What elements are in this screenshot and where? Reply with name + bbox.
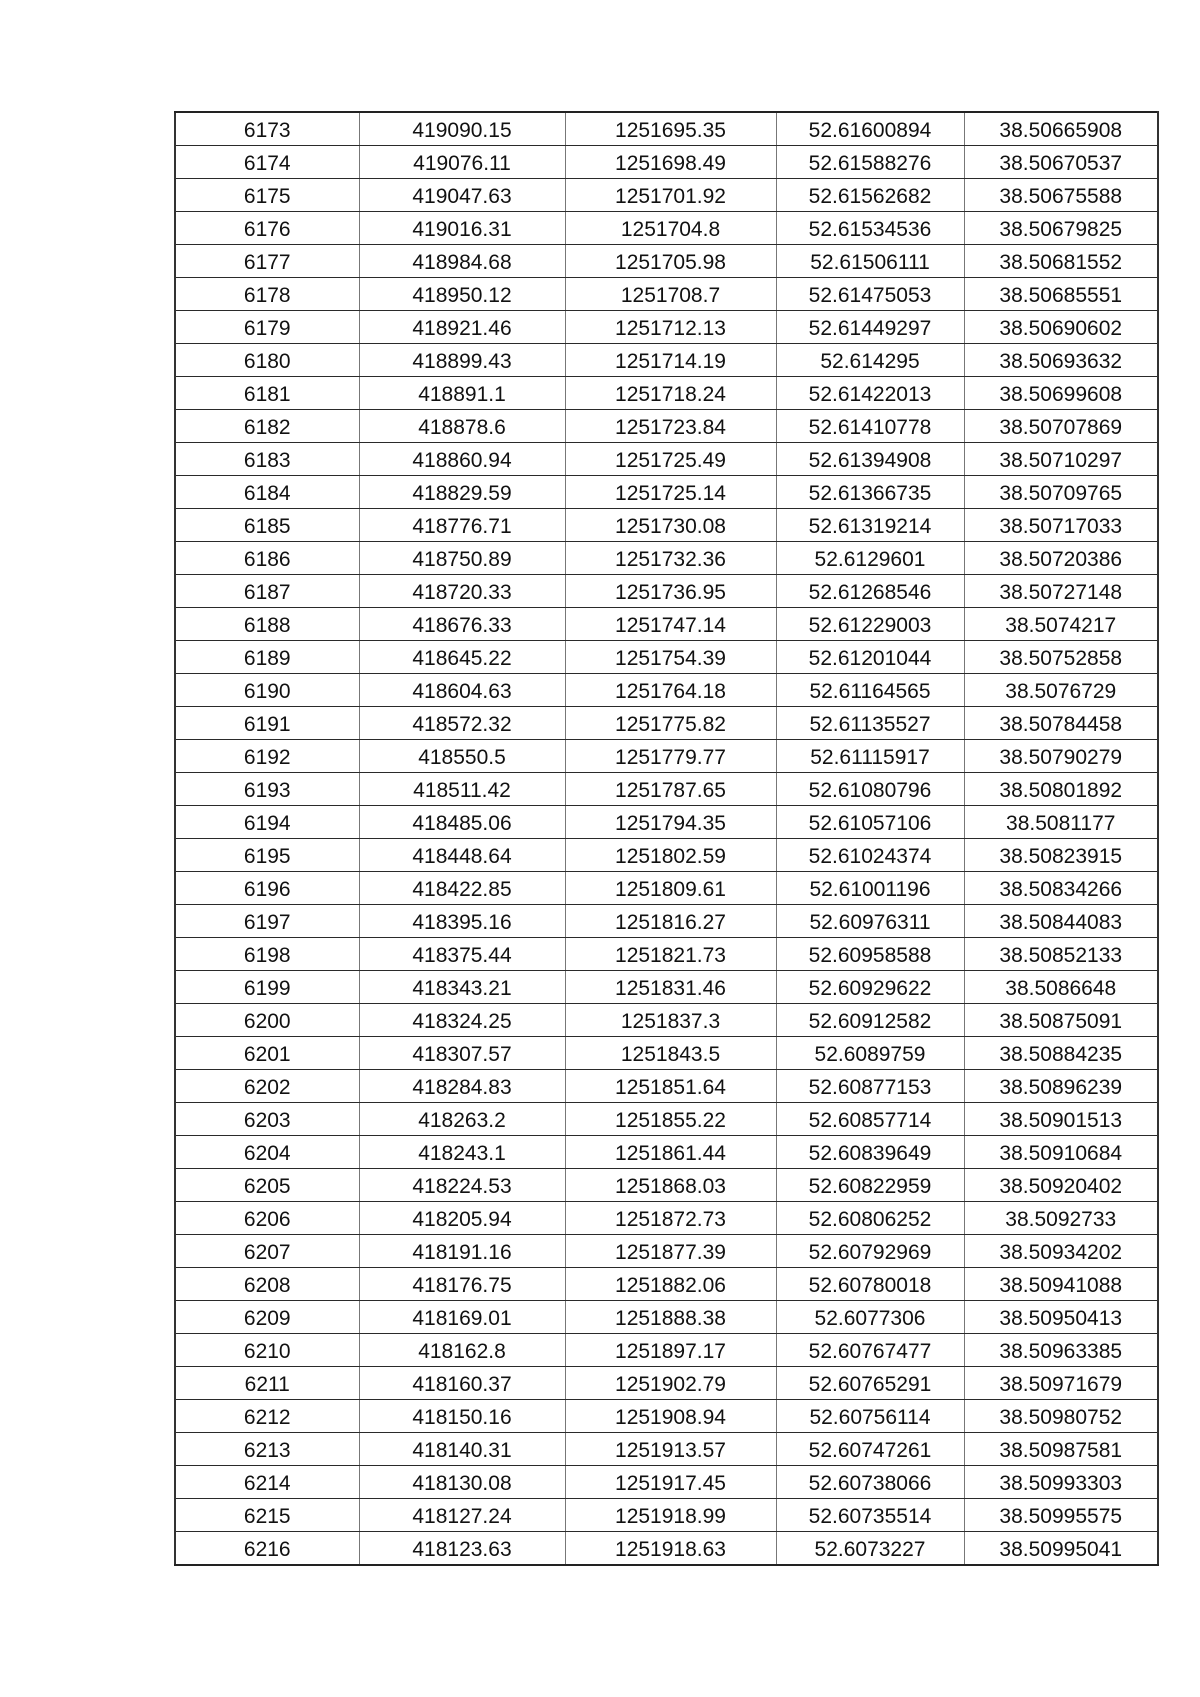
point-number-cell: 6215 (175, 1499, 359, 1532)
y-coordinate-cell: 1251695.35 (565, 112, 776, 146)
y-coordinate-cell: 1251725.49 (565, 443, 776, 476)
x-coordinate-cell: 418307.57 (359, 1037, 565, 1070)
latitude-cell: 38.50971679 (964, 1367, 1158, 1400)
longitude-cell: 52.60929622 (776, 971, 964, 1004)
y-coordinate-cell: 1251837.3 (565, 1004, 776, 1037)
y-coordinate-cell: 1251897.17 (565, 1334, 776, 1367)
longitude-cell: 52.60767477 (776, 1334, 964, 1367)
x-coordinate-cell: 418205.94 (359, 1202, 565, 1235)
point-number-cell: 6207 (175, 1235, 359, 1268)
y-coordinate-cell: 1251754.39 (565, 641, 776, 674)
point-number-cell: 6211 (175, 1367, 359, 1400)
latitude-cell: 38.50710297 (964, 443, 1158, 476)
x-coordinate-cell: 418243.1 (359, 1136, 565, 1169)
latitude-cell: 38.50681552 (964, 245, 1158, 278)
y-coordinate-cell: 1251855.22 (565, 1103, 776, 1136)
longitude-cell: 52.60756114 (776, 1400, 964, 1433)
point-number-cell: 6174 (175, 146, 359, 179)
y-coordinate-cell: 1251851.64 (565, 1070, 776, 1103)
x-coordinate-cell: 418284.83 (359, 1070, 565, 1103)
point-number-cell: 6175 (175, 179, 359, 212)
point-number-cell: 6199 (175, 971, 359, 1004)
table-row (175, 806, 1158, 839)
y-coordinate-cell: 1251882.06 (565, 1268, 776, 1301)
longitude-cell: 52.6073227 (776, 1532, 964, 1566)
point-number-cell: 6196 (175, 872, 359, 905)
longitude-cell: 52.60806252 (776, 1202, 964, 1235)
x-coordinate-cell: 418984.68 (359, 245, 565, 278)
table-row (175, 1169, 1158, 1202)
longitude-cell: 52.60765291 (776, 1367, 964, 1400)
latitude-cell: 38.50790279 (964, 740, 1158, 773)
latitude-cell: 38.50875091 (964, 1004, 1158, 1037)
point-number-cell: 6201 (175, 1037, 359, 1070)
table-row (175, 179, 1158, 212)
longitude-cell: 52.61422013 (776, 377, 964, 410)
y-coordinate-cell: 1251705.98 (565, 245, 776, 278)
y-coordinate-cell: 1251913.57 (565, 1433, 776, 1466)
x-coordinate-cell: 419047.63 (359, 179, 565, 212)
longitude-cell: 52.60958588 (776, 938, 964, 971)
y-coordinate-cell: 1251736.95 (565, 575, 776, 608)
x-coordinate-cell: 418572.32 (359, 707, 565, 740)
longitude-cell: 52.61001196 (776, 872, 964, 905)
y-coordinate-cell: 1251802.59 (565, 839, 776, 872)
x-coordinate-cell: 418860.94 (359, 443, 565, 476)
latitude-cell: 38.50823915 (964, 839, 1158, 872)
point-number-cell: 6185 (175, 509, 359, 542)
latitude-cell: 38.50901513 (964, 1103, 1158, 1136)
y-coordinate-cell: 1251714.19 (565, 344, 776, 377)
longitude-cell: 52.61562682 (776, 179, 964, 212)
point-number-cell: 6206 (175, 1202, 359, 1235)
y-coordinate-cell: 1251730.08 (565, 509, 776, 542)
latitude-cell: 38.50784458 (964, 707, 1158, 740)
latitude-cell: 38.50717033 (964, 509, 1158, 542)
longitude-cell: 52.60780018 (776, 1268, 964, 1301)
y-coordinate-cell: 1251764.18 (565, 674, 776, 707)
y-coordinate-cell: 1251712.13 (565, 311, 776, 344)
y-coordinate-cell: 1251917.45 (565, 1466, 776, 1499)
y-coordinate-cell: 1251708.7 (565, 278, 776, 311)
y-coordinate-cell: 1251732.36 (565, 542, 776, 575)
point-number-cell: 6184 (175, 476, 359, 509)
latitude-cell: 38.50665908 (964, 112, 1158, 146)
longitude-cell: 52.60792969 (776, 1235, 964, 1268)
table-row (175, 443, 1158, 476)
y-coordinate-cell: 1251902.79 (565, 1367, 776, 1400)
coordinate-table-body (175, 112, 1158, 1565)
y-coordinate-cell: 1251701.92 (565, 179, 776, 212)
longitude-cell: 52.60857714 (776, 1103, 964, 1136)
y-coordinate-cell: 1251698.49 (565, 146, 776, 179)
point-number-cell: 6190 (175, 674, 359, 707)
point-number-cell: 6200 (175, 1004, 359, 1037)
table-row (175, 1433, 1158, 1466)
y-coordinate-cell: 1251831.46 (565, 971, 776, 1004)
longitude-cell: 52.61600894 (776, 112, 964, 146)
point-number-cell: 6178 (175, 278, 359, 311)
table-row (175, 1334, 1158, 1367)
table-row (175, 938, 1158, 971)
x-coordinate-cell: 418878.6 (359, 410, 565, 443)
latitude-cell: 38.50709765 (964, 476, 1158, 509)
longitude-cell: 52.61164565 (776, 674, 964, 707)
point-number-cell: 6191 (175, 707, 359, 740)
point-number-cell: 6198 (175, 938, 359, 971)
longitude-cell: 52.60839649 (776, 1136, 964, 1169)
point-number-cell: 6208 (175, 1268, 359, 1301)
coordinate-table (174, 111, 1159, 1566)
latitude-cell: 38.50670537 (964, 146, 1158, 179)
latitude-cell: 38.5086648 (964, 971, 1158, 1004)
point-number-cell: 6210 (175, 1334, 359, 1367)
x-coordinate-cell: 418160.37 (359, 1367, 565, 1400)
longitude-cell: 52.61229003 (776, 608, 964, 641)
latitude-cell: 38.50720386 (964, 542, 1158, 575)
latitude-cell: 38.50844083 (964, 905, 1158, 938)
x-coordinate-cell: 418343.21 (359, 971, 565, 1004)
x-coordinate-cell: 418375.44 (359, 938, 565, 971)
x-coordinate-cell: 418511.42 (359, 773, 565, 806)
y-coordinate-cell: 1251868.03 (565, 1169, 776, 1202)
latitude-cell: 38.50690602 (964, 311, 1158, 344)
y-coordinate-cell: 1251704.8 (565, 212, 776, 245)
table-row (175, 1103, 1158, 1136)
point-number-cell: 6213 (175, 1433, 359, 1466)
y-coordinate-cell: 1251723.84 (565, 410, 776, 443)
point-number-cell: 6182 (175, 410, 359, 443)
x-coordinate-cell: 418720.33 (359, 575, 565, 608)
point-number-cell: 6194 (175, 806, 359, 839)
x-coordinate-cell: 418395.16 (359, 905, 565, 938)
point-number-cell: 6204 (175, 1136, 359, 1169)
table-row (175, 641, 1158, 674)
point-number-cell: 6180 (175, 344, 359, 377)
table-row (175, 839, 1158, 872)
y-coordinate-cell: 1251775.82 (565, 707, 776, 740)
longitude-cell: 52.61449297 (776, 311, 964, 344)
y-coordinate-cell: 1251787.65 (565, 773, 776, 806)
table-row (175, 575, 1158, 608)
longitude-cell: 52.61534536 (776, 212, 964, 245)
point-number-cell: 6188 (175, 608, 359, 641)
longitude-cell: 52.61506111 (776, 245, 964, 278)
x-coordinate-cell: 418899.43 (359, 344, 565, 377)
latitude-cell: 38.5092733 (964, 1202, 1158, 1235)
point-number-cell: 6176 (175, 212, 359, 245)
table-row (175, 608, 1158, 641)
x-coordinate-cell: 418150.16 (359, 1400, 565, 1433)
table-row (175, 1070, 1158, 1103)
latitude-cell: 38.5081177 (964, 806, 1158, 839)
x-coordinate-cell: 418921.46 (359, 311, 565, 344)
y-coordinate-cell: 1251747.14 (565, 608, 776, 641)
x-coordinate-cell: 418130.08 (359, 1466, 565, 1499)
table-row (175, 278, 1158, 311)
point-number-cell: 6212 (175, 1400, 359, 1433)
point-number-cell: 6177 (175, 245, 359, 278)
longitude-cell: 52.60877153 (776, 1070, 964, 1103)
point-number-cell: 6173 (175, 112, 359, 146)
x-coordinate-cell: 419016.31 (359, 212, 565, 245)
longitude-cell: 52.61394908 (776, 443, 964, 476)
longitude-cell: 52.6129601 (776, 542, 964, 575)
table-row (175, 146, 1158, 179)
table-row (175, 707, 1158, 740)
x-coordinate-cell: 418224.53 (359, 1169, 565, 1202)
longitude-cell: 52.61588276 (776, 146, 964, 179)
y-coordinate-cell: 1251809.61 (565, 872, 776, 905)
latitude-cell: 38.50987581 (964, 1433, 1158, 1466)
longitude-cell: 52.60822959 (776, 1169, 964, 1202)
y-coordinate-cell: 1251779.77 (565, 740, 776, 773)
point-number-cell: 6192 (175, 740, 359, 773)
table-row (175, 476, 1158, 509)
y-coordinate-cell: 1251877.39 (565, 1235, 776, 1268)
table-row (175, 112, 1158, 146)
table-row (175, 674, 1158, 707)
table-row (175, 1367, 1158, 1400)
point-number-cell: 6179 (175, 311, 359, 344)
table-row (175, 245, 1158, 278)
y-coordinate-cell: 1251821.73 (565, 938, 776, 971)
x-coordinate-cell: 418422.85 (359, 872, 565, 905)
x-coordinate-cell: 418950.12 (359, 278, 565, 311)
table-row (175, 1400, 1158, 1433)
y-coordinate-cell: 1251718.24 (565, 377, 776, 410)
table-row (175, 740, 1158, 773)
table-row (175, 509, 1158, 542)
y-coordinate-cell: 1251918.99 (565, 1499, 776, 1532)
table-row (175, 344, 1158, 377)
x-coordinate-cell: 418162.8 (359, 1334, 565, 1367)
latitude-cell: 38.50993303 (964, 1466, 1158, 1499)
x-coordinate-cell: 418829.59 (359, 476, 565, 509)
y-coordinate-cell: 1251872.73 (565, 1202, 776, 1235)
table-row (175, 1136, 1158, 1169)
latitude-cell: 38.50707869 (964, 410, 1158, 443)
point-number-cell: 6197 (175, 905, 359, 938)
x-coordinate-cell: 418776.71 (359, 509, 565, 542)
table-row (175, 212, 1158, 245)
longitude-cell: 52.61057106 (776, 806, 964, 839)
latitude-cell: 38.50852133 (964, 938, 1158, 971)
latitude-cell: 38.50693632 (964, 344, 1158, 377)
table-row (175, 1268, 1158, 1301)
table-row (175, 410, 1158, 443)
table-row (175, 872, 1158, 905)
table-row (175, 542, 1158, 575)
x-coordinate-cell: 418645.22 (359, 641, 565, 674)
latitude-cell: 38.50934202 (964, 1235, 1158, 1268)
point-number-cell: 6205 (175, 1169, 359, 1202)
table-row (175, 971, 1158, 1004)
longitude-cell: 52.61366735 (776, 476, 964, 509)
longitude-cell: 52.60976311 (776, 905, 964, 938)
longitude-cell: 52.614295 (776, 344, 964, 377)
latitude-cell: 38.50995575 (964, 1499, 1158, 1532)
latitude-cell: 38.50727148 (964, 575, 1158, 608)
x-coordinate-cell: 418676.33 (359, 608, 565, 641)
x-coordinate-cell: 418176.75 (359, 1268, 565, 1301)
table-row (175, 311, 1158, 344)
latitude-cell: 38.50884235 (964, 1037, 1158, 1070)
latitude-cell: 38.50675588 (964, 179, 1158, 212)
x-coordinate-cell: 418263.2 (359, 1103, 565, 1136)
longitude-cell: 52.6089759 (776, 1037, 964, 1070)
x-coordinate-cell: 418140.31 (359, 1433, 565, 1466)
latitude-cell: 38.50963385 (964, 1334, 1158, 1367)
x-coordinate-cell: 418123.63 (359, 1532, 565, 1566)
y-coordinate-cell: 1251725.14 (565, 476, 776, 509)
table-row (175, 377, 1158, 410)
point-number-cell: 6193 (175, 773, 359, 806)
table-row (175, 1466, 1158, 1499)
latitude-cell: 38.50950413 (964, 1301, 1158, 1334)
y-coordinate-cell: 1251908.94 (565, 1400, 776, 1433)
point-number-cell: 6183 (175, 443, 359, 476)
table-row (175, 773, 1158, 806)
x-coordinate-cell: 418127.24 (359, 1499, 565, 1532)
latitude-cell: 38.50896239 (964, 1070, 1158, 1103)
point-number-cell: 6181 (175, 377, 359, 410)
longitude-cell: 52.61268546 (776, 575, 964, 608)
x-coordinate-cell: 419076.11 (359, 146, 565, 179)
longitude-cell: 52.6077306 (776, 1301, 964, 1334)
x-coordinate-cell: 418191.16 (359, 1235, 565, 1268)
x-coordinate-cell: 418891.1 (359, 377, 565, 410)
latitude-cell: 38.50752858 (964, 641, 1158, 674)
latitude-cell: 38.50685551 (964, 278, 1158, 311)
latitude-cell: 38.50920402 (964, 1169, 1158, 1202)
x-coordinate-cell: 418448.64 (359, 839, 565, 872)
y-coordinate-cell: 1251888.38 (565, 1301, 776, 1334)
longitude-cell: 52.60738066 (776, 1466, 964, 1499)
latitude-cell: 38.50801892 (964, 773, 1158, 806)
latitude-cell: 38.5074217 (964, 608, 1158, 641)
table-row (175, 1235, 1158, 1268)
longitude-cell: 52.60747261 (776, 1433, 964, 1466)
point-number-cell: 6203 (175, 1103, 359, 1136)
longitude-cell: 52.61475053 (776, 278, 964, 311)
table-row (175, 1004, 1158, 1037)
point-number-cell: 6216 (175, 1532, 359, 1566)
latitude-cell: 38.50910684 (964, 1136, 1158, 1169)
latitude-cell: 38.50699608 (964, 377, 1158, 410)
y-coordinate-cell: 1251843.5 (565, 1037, 776, 1070)
latitude-cell: 38.50679825 (964, 212, 1158, 245)
point-number-cell: 6209 (175, 1301, 359, 1334)
table-row (175, 1301, 1158, 1334)
x-coordinate-cell: 419090.15 (359, 112, 565, 146)
longitude-cell: 52.61319214 (776, 509, 964, 542)
latitude-cell: 38.50980752 (964, 1400, 1158, 1433)
longitude-cell: 52.61135527 (776, 707, 964, 740)
point-number-cell: 6189 (175, 641, 359, 674)
x-coordinate-cell: 418169.01 (359, 1301, 565, 1334)
y-coordinate-cell: 1251816.27 (565, 905, 776, 938)
longitude-cell: 52.61115917 (776, 740, 964, 773)
point-number-cell: 6186 (175, 542, 359, 575)
table-row (175, 1037, 1158, 1070)
y-coordinate-cell: 1251861.44 (565, 1136, 776, 1169)
y-coordinate-cell: 1251918.63 (565, 1532, 776, 1566)
latitude-cell: 38.50995041 (964, 1532, 1158, 1566)
table-row (175, 905, 1158, 938)
longitude-cell: 52.61201044 (776, 641, 964, 674)
table-row (175, 1499, 1158, 1532)
point-number-cell: 6187 (175, 575, 359, 608)
x-coordinate-cell: 418550.5 (359, 740, 565, 773)
y-coordinate-cell: 1251794.35 (565, 806, 776, 839)
longitude-cell: 52.61024374 (776, 839, 964, 872)
table-row (175, 1532, 1158, 1566)
x-coordinate-cell: 418604.63 (359, 674, 565, 707)
longitude-cell: 52.61080796 (776, 773, 964, 806)
longitude-cell: 52.61410778 (776, 410, 964, 443)
latitude-cell: 38.50941088 (964, 1268, 1158, 1301)
longitude-cell: 52.60735514 (776, 1499, 964, 1532)
point-number-cell: 6202 (175, 1070, 359, 1103)
latitude-cell: 38.5076729 (964, 674, 1158, 707)
point-number-cell: 6195 (175, 839, 359, 872)
point-number-cell: 6214 (175, 1466, 359, 1499)
x-coordinate-cell: 418324.25 (359, 1004, 565, 1037)
x-coordinate-cell: 418750.89 (359, 542, 565, 575)
table-row (175, 1202, 1158, 1235)
x-coordinate-cell: 418485.06 (359, 806, 565, 839)
longitude-cell: 52.60912582 (776, 1004, 964, 1037)
latitude-cell: 38.50834266 (964, 872, 1158, 905)
